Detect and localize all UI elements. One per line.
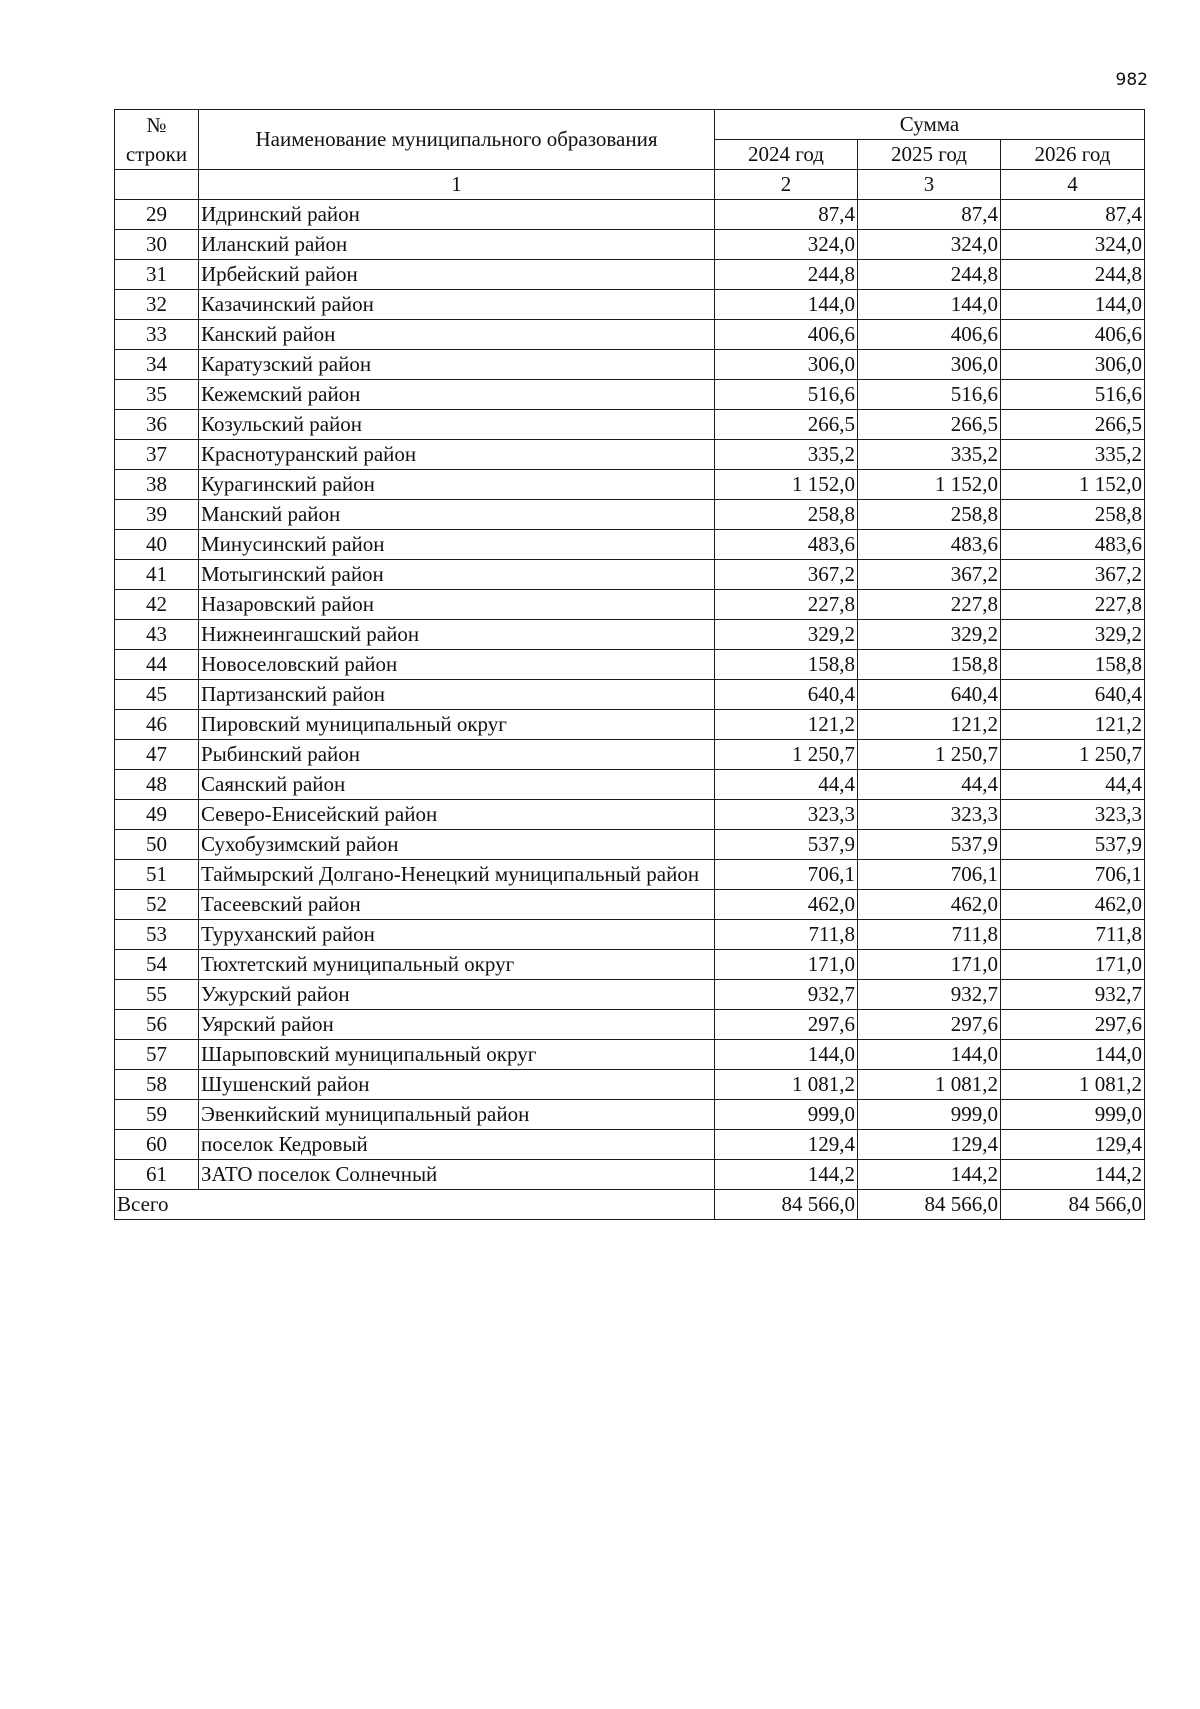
row-number: 36 xyxy=(115,410,199,440)
amount-2025: 335,2 xyxy=(858,440,1001,470)
row-number: 34 xyxy=(115,350,199,380)
amount-2024: 227,8 xyxy=(715,590,858,620)
table-row xyxy=(115,710,1145,740)
amount-2025: 537,9 xyxy=(858,830,1001,860)
amount-2024: 537,9 xyxy=(715,830,858,860)
municipality-name: Мотыгинский район xyxy=(199,560,715,590)
table-row xyxy=(115,1100,1145,1130)
amount-2026: 706,1 xyxy=(1001,860,1145,890)
amount-2024: 711,8 xyxy=(715,920,858,950)
amount-2024: 640,4 xyxy=(715,680,858,710)
amount-2026: 323,3 xyxy=(1001,800,1145,830)
municipality-name: Шушенский район xyxy=(199,1070,715,1100)
table-row xyxy=(115,800,1145,830)
municipality-name: Новоселовский район xyxy=(199,650,715,680)
row-number-header-line2: строки xyxy=(125,141,188,166)
amount-2026: 144,2 xyxy=(1001,1160,1145,1190)
row-number: 56 xyxy=(115,1010,199,1040)
amount-2025: 324,0 xyxy=(858,230,1001,260)
row-number: 48 xyxy=(115,770,199,800)
municipality-name: Партизанский район xyxy=(199,680,715,710)
amount-2025: 158,8 xyxy=(858,650,1001,680)
row-number: 38 xyxy=(115,470,199,500)
table-header xyxy=(115,110,1145,200)
row-number-header-line1: № xyxy=(146,112,167,137)
amount-2026: 711,8 xyxy=(1001,920,1145,950)
row-number: 30 xyxy=(115,230,199,260)
amount-2024: 706,1 xyxy=(715,860,858,890)
table-row xyxy=(115,770,1145,800)
municipality-name: Ужурский район xyxy=(199,980,715,1010)
amount-2026: 44,4 xyxy=(1001,770,1145,800)
table-row xyxy=(115,620,1145,650)
amount-2025: 706,1 xyxy=(858,860,1001,890)
row-number: 32 xyxy=(115,290,199,320)
total-2024: 84 566,0 xyxy=(715,1190,858,1220)
municipality-name: Таймырский Долгано-Ненецкий муниципальный район xyxy=(199,860,715,890)
amount-2025: 516,6 xyxy=(858,380,1001,410)
year-header-2026: 2026 год xyxy=(1001,140,1145,170)
municipality-name: Краснотуранский район xyxy=(199,440,715,470)
amount-2024: 297,6 xyxy=(715,1010,858,1040)
municipality-name: Северо-Енисейский район xyxy=(199,800,715,830)
amount-2025: 999,0 xyxy=(858,1100,1001,1130)
amount-2025: 1 152,0 xyxy=(858,470,1001,500)
amount-2025: 329,2 xyxy=(858,620,1001,650)
amount-2024: 158,8 xyxy=(715,650,858,680)
municipality-name: Саянский район xyxy=(199,770,715,800)
row-number: 33 xyxy=(115,320,199,350)
municipality-name: Рыбинский район xyxy=(199,740,715,770)
year-header-2025: 2025 год xyxy=(858,140,1001,170)
municipality-name: Канский район xyxy=(199,320,715,350)
amount-2024: 144,0 xyxy=(715,290,858,320)
municipality-name: Туруханский район xyxy=(199,920,715,950)
amount-2026: 87,4 xyxy=(1001,200,1145,230)
table-row xyxy=(115,350,1145,380)
municipality-name: Казачинский район xyxy=(199,290,715,320)
amount-2024: 1 152,0 xyxy=(715,470,858,500)
amount-2024: 129,4 xyxy=(715,1130,858,1160)
amount-2025: 144,0 xyxy=(858,1040,1001,1070)
table-row xyxy=(115,680,1145,710)
row-number: 31 xyxy=(115,260,199,290)
municipality-name: Кежемский район xyxy=(199,380,715,410)
amount-2025: 227,8 xyxy=(858,590,1001,620)
row-number: 50 xyxy=(115,830,199,860)
amount-2026: 144,0 xyxy=(1001,290,1145,320)
amount-2026: 483,6 xyxy=(1001,530,1145,560)
amount-2024: 462,0 xyxy=(715,890,858,920)
amount-2025: 1 250,7 xyxy=(858,740,1001,770)
row-number: 37 xyxy=(115,440,199,470)
row-number: 40 xyxy=(115,530,199,560)
amount-2024: 367,2 xyxy=(715,560,858,590)
table-row xyxy=(115,290,1145,320)
table-row xyxy=(115,740,1145,770)
amount-2025: 1 081,2 xyxy=(858,1070,1001,1100)
amount-2024: 483,6 xyxy=(715,530,858,560)
total-2025: 84 566,0 xyxy=(858,1190,1001,1220)
row-number: 47 xyxy=(115,740,199,770)
municipality-name: Идринский район xyxy=(199,200,715,230)
row-number: 55 xyxy=(115,980,199,1010)
row-number: 29 xyxy=(115,200,199,230)
table-row xyxy=(115,320,1145,350)
municipality-name: Назаровский район xyxy=(199,590,715,620)
table-row xyxy=(115,200,1145,230)
table-row xyxy=(115,830,1145,860)
amount-2026: 932,7 xyxy=(1001,980,1145,1010)
amount-2024: 144,2 xyxy=(715,1160,858,1190)
table-body xyxy=(115,200,1145,1190)
amount-2025: 367,2 xyxy=(858,560,1001,590)
municipality-name: ЗАТО поселок Солнечный xyxy=(199,1160,715,1190)
row-number: 54 xyxy=(115,950,199,980)
amount-2024: 121,2 xyxy=(715,710,858,740)
row-number: 59 xyxy=(115,1100,199,1130)
table-row xyxy=(115,1160,1145,1190)
amount-2025: 306,0 xyxy=(858,350,1001,380)
row-number: 51 xyxy=(115,860,199,890)
table-row xyxy=(115,500,1145,530)
row-number: 35 xyxy=(115,380,199,410)
column-index-4: 4 xyxy=(1001,170,1145,200)
budget-table xyxy=(114,109,1145,1220)
amount-2025: 932,7 xyxy=(858,980,1001,1010)
table-row xyxy=(115,1070,1145,1100)
column-index-2: 2 xyxy=(715,170,858,200)
municipality-name: Курагинский район xyxy=(199,470,715,500)
municipality-name: Пировский муниципальный округ xyxy=(199,710,715,740)
total-label: Всего xyxy=(115,1190,715,1220)
municipality-name: Козульский район xyxy=(199,410,715,440)
row-number-header xyxy=(115,110,199,170)
table-row xyxy=(115,650,1145,680)
amount-2026: 129,4 xyxy=(1001,1130,1145,1160)
table-row xyxy=(115,440,1145,470)
amount-2024: 306,0 xyxy=(715,350,858,380)
total-2026: 84 566,0 xyxy=(1001,1190,1145,1220)
amount-2025: 44,4 xyxy=(858,770,1001,800)
amount-2024: 44,4 xyxy=(715,770,858,800)
table-row xyxy=(115,530,1145,560)
amount-2024: 323,3 xyxy=(715,800,858,830)
amount-2026: 158,8 xyxy=(1001,650,1145,680)
amount-2024: 266,5 xyxy=(715,410,858,440)
amount-2026: 335,2 xyxy=(1001,440,1145,470)
table-row xyxy=(115,590,1145,620)
row-number: 41 xyxy=(115,560,199,590)
row-number: 44 xyxy=(115,650,199,680)
row-number: 45 xyxy=(115,680,199,710)
table-row xyxy=(115,470,1145,500)
column-index-0 xyxy=(115,170,199,200)
amount-2026: 144,0 xyxy=(1001,1040,1145,1070)
municipality-name: Ирбейский район xyxy=(199,260,715,290)
municipality-name: Иланский район xyxy=(199,230,715,260)
amount-2025: 406,6 xyxy=(858,320,1001,350)
amount-2024: 324,0 xyxy=(715,230,858,260)
sum-header: Сумма xyxy=(715,110,1145,140)
table-row xyxy=(115,890,1145,920)
amount-2025: 258,8 xyxy=(858,500,1001,530)
amount-2025: 121,2 xyxy=(858,710,1001,740)
amount-2026: 329,2 xyxy=(1001,620,1145,650)
amount-2026: 1 081,2 xyxy=(1001,1070,1145,1100)
amount-2026: 121,2 xyxy=(1001,710,1145,740)
row-number: 39 xyxy=(115,500,199,530)
year-header-2024: 2024 год xyxy=(715,140,858,170)
amount-2026: 171,0 xyxy=(1001,950,1145,980)
municipality-name: Тюхтетский муниципальный округ xyxy=(199,950,715,980)
amount-2026: 227,8 xyxy=(1001,590,1145,620)
amount-2026: 1 152,0 xyxy=(1001,470,1145,500)
row-number: 43 xyxy=(115,620,199,650)
table-row xyxy=(115,410,1145,440)
amount-2024: 258,8 xyxy=(715,500,858,530)
amount-2024: 244,8 xyxy=(715,260,858,290)
amount-2025: 483,6 xyxy=(858,530,1001,560)
amount-2025: 297,6 xyxy=(858,1010,1001,1040)
amount-2026: 999,0 xyxy=(1001,1100,1145,1130)
amount-2025: 640,4 xyxy=(858,680,1001,710)
row-number: 46 xyxy=(115,710,199,740)
amount-2025: 266,5 xyxy=(858,410,1001,440)
municipality-name: Минусинский район xyxy=(199,530,715,560)
amount-2026: 258,8 xyxy=(1001,500,1145,530)
amount-2025: 323,3 xyxy=(858,800,1001,830)
amount-2026: 266,5 xyxy=(1001,410,1145,440)
table-row xyxy=(115,920,1145,950)
amount-2026: 406,6 xyxy=(1001,320,1145,350)
amount-2024: 999,0 xyxy=(715,1100,858,1130)
table-row xyxy=(115,380,1145,410)
table-row xyxy=(115,260,1145,290)
municipality-name: Манский район xyxy=(199,500,715,530)
amount-2024: 1 081,2 xyxy=(715,1070,858,1100)
amount-2025: 87,4 xyxy=(858,200,1001,230)
municipality-name: Уярский район xyxy=(199,1010,715,1040)
amount-2024: 335,2 xyxy=(715,440,858,470)
amount-2025: 129,4 xyxy=(858,1130,1001,1160)
amount-2024: 144,0 xyxy=(715,1040,858,1070)
amount-2025: 711,8 xyxy=(858,920,1001,950)
amount-2026: 367,2 xyxy=(1001,560,1145,590)
row-number: 61 xyxy=(115,1160,199,1190)
municipality-name-header: Наименование муниципального образования xyxy=(199,110,715,170)
table-row xyxy=(115,1130,1145,1160)
table-row xyxy=(115,1010,1145,1040)
total-row xyxy=(115,1190,1145,1220)
municipality-name: Тасеевский район xyxy=(199,890,715,920)
table-row xyxy=(115,1040,1145,1070)
municipality-name: Сухобузимский район xyxy=(199,830,715,860)
amount-2024: 932,7 xyxy=(715,980,858,1010)
amount-2024: 1 250,7 xyxy=(715,740,858,770)
amount-2024: 329,2 xyxy=(715,620,858,650)
amount-2026: 324,0 xyxy=(1001,230,1145,260)
amount-2026: 640,4 xyxy=(1001,680,1145,710)
amount-2025: 144,0 xyxy=(858,290,1001,320)
row-number: 58 xyxy=(115,1070,199,1100)
amount-2026: 297,6 xyxy=(1001,1010,1145,1040)
amount-2025: 144,2 xyxy=(858,1160,1001,1190)
row-number: 49 xyxy=(115,800,199,830)
table-row xyxy=(115,950,1145,980)
municipality-name: Каратузский район xyxy=(199,350,715,380)
amount-2024: 171,0 xyxy=(715,950,858,980)
table-row xyxy=(115,860,1145,890)
row-number: 57 xyxy=(115,1040,199,1070)
row-number: 52 xyxy=(115,890,199,920)
column-index-3: 3 xyxy=(858,170,1001,200)
amount-2026: 1 250,7 xyxy=(1001,740,1145,770)
column-index-row xyxy=(115,170,1145,200)
table-row xyxy=(115,980,1145,1010)
amount-2026: 462,0 xyxy=(1001,890,1145,920)
amount-2024: 87,4 xyxy=(715,200,858,230)
row-number: 42 xyxy=(115,590,199,620)
amount-2026: 516,6 xyxy=(1001,380,1145,410)
row-number: 60 xyxy=(115,1130,199,1160)
page-number: 982 xyxy=(1115,70,1148,90)
municipality-name: Эвенкийский муниципальный район xyxy=(199,1100,715,1130)
row-number: 53 xyxy=(115,920,199,950)
amount-2024: 406,6 xyxy=(715,320,858,350)
amount-2026: 306,0 xyxy=(1001,350,1145,380)
amount-2024: 516,6 xyxy=(715,380,858,410)
amount-2025: 462,0 xyxy=(858,890,1001,920)
amount-2025: 244,8 xyxy=(858,260,1001,290)
column-index-1: 1 xyxy=(199,170,715,200)
municipality-name: Нижнеингашский район xyxy=(199,620,715,650)
amount-2026: 537,9 xyxy=(1001,830,1145,860)
table-row xyxy=(115,230,1145,260)
amount-2025: 171,0 xyxy=(858,950,1001,980)
municipality-name: поселок Кедровый xyxy=(199,1130,715,1160)
municipality-name: Шарыповский муниципальный округ xyxy=(199,1040,715,1070)
table-row xyxy=(115,560,1145,590)
amount-2026: 244,8 xyxy=(1001,260,1145,290)
